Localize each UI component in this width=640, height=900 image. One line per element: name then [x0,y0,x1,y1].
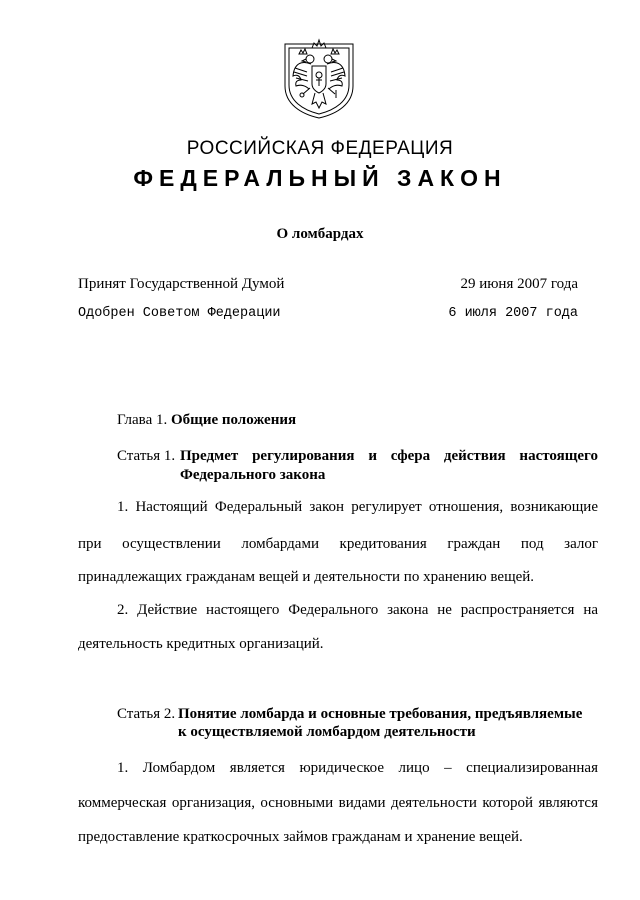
approval-date: 6 июля 2007 года [448,306,578,321]
article-2-title-line-1 [178,706,582,723]
article-2-title-line-2 [178,724,476,741]
adoption-label: Принят Государственной Думой [78,276,285,292]
chapter-heading [117,412,296,429]
article-2-p1-line-3: предоставление краткосрочных займов гражданам и хранение вещей. [78,829,523,845]
article-2-title-text-2: к осуществляемой ломбардом деятельности [178,724,476,740]
law-type-heading: ФЕДЕРАЛЬНЫЙ ЗАКОН [133,165,507,191]
approval-label: Одобрен Советом Федерации [78,306,281,321]
paragraph-text: 2. Действие настоящего Федерального закона не распространяется на [117,602,598,618]
chapter-prefix: Глава 1. [117,412,168,428]
article-2-p1-line-1 [117,760,598,777]
paragraph-text: 1. Настоящий Федеральный закон регулирует отношения, возникающие [117,499,598,515]
article-2-title-text-1: Понятие ломбарда и основные требования, предъявляемые [178,706,583,722]
article-1-p2-line-1 [117,602,598,619]
article-1-title-line-1 [180,448,598,465]
country-name: РОССИЙСКАЯ ФЕДЕРАЦИЯ [186,138,454,159]
article-2-prefix: Статья 2. [117,706,176,722]
paragraph-text: коммерческая организация, основными видами деятельности которой являются [78,795,598,811]
article-1-title-line-2 [180,467,325,484]
adoption-date: 29 июня 2007 года [460,276,578,292]
article-1-p1-line-2 [78,536,598,553]
article-1-p2-line-2: деятельность кредитных организаций. [78,636,324,652]
paragraph-text: 1. Ломбардом является юридическое лицо – специализированная [117,760,598,776]
article-2-p1-line-2 [78,795,598,812]
article-1-p1-line-1 [117,499,598,516]
coat-of-arms-emblem [279,34,359,120]
article-1-title-text-1: Предмет регулирования и сфера действия настоящего [180,448,598,464]
chapter-title: Общие положения [170,412,297,428]
article-1-title-text-2: Федерального закона [180,467,326,483]
article-1-p1-line-3: принадлежащих гражданам вещей и деятельности по хранению вещей. [78,569,535,585]
article-1-prefix: Статья 1. [117,448,176,464]
paragraph-text: при осуществлении ломбардами кредитования граждан под залог [78,536,598,552]
law-title: О ломбардах [276,226,364,242]
